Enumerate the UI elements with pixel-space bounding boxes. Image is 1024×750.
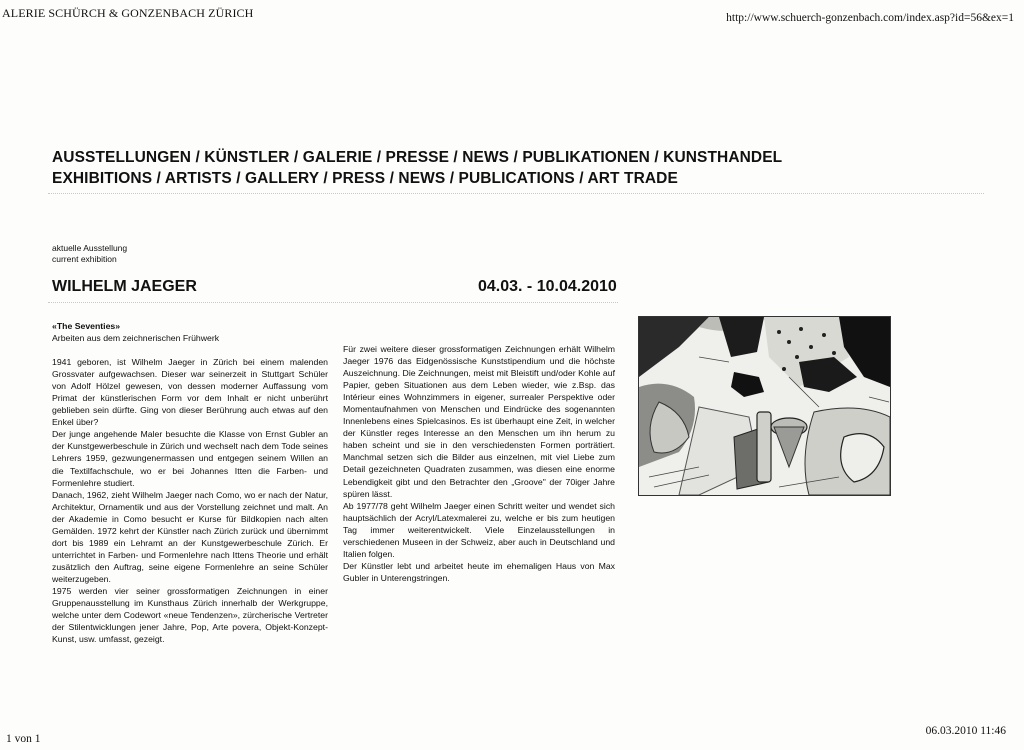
artist-name: WILHELM JAEGER bbox=[52, 278, 197, 295]
paragraph: 1941 geboren, ist Wilhelm Jaeger in Zürich bei einem malenden Grossvater aufgewachsen. Dieser war seinerzeit in Stuttgart Schüler von Adolf Hölzel gewesen, von dessen moderner Auffassung vom Primat der künstlerischen Form vor dem Inhalt er nicht unberührt geblieben sein dürfte. Ging von dieser Berührung auch etwas auf den Enkel über? bbox=[52, 357, 328, 428]
exhibition-title: «The Seventies» bbox=[52, 321, 121, 331]
artwork-drawing bbox=[639, 317, 890, 495]
artwork-image bbox=[638, 316, 891, 496]
print-header-title: ALERIE SCHÜRCH & GONZENBACH ZÜRICH bbox=[2, 6, 254, 20]
nav-english-menu[interactable]: EXHIBITIONS / ARTISTS / GALLERY / PRESS / NEWS / PUBLICATIONS / ART TRADE bbox=[52, 170, 678, 187]
label-english: current exhibition bbox=[52, 254, 117, 264]
label-german: aktuelle Ausstellung bbox=[52, 243, 128, 253]
text-column-left bbox=[52, 320, 328, 645]
current-exhibition-label bbox=[52, 243, 127, 265]
main-navigation bbox=[52, 147, 782, 189]
paragraph: 1975 werden vier seiner grossformatigen Zeichnungen in einer Gruppenausstellung im Kunsthaus Zürich innerhalb der Werkgruppe, welche unter dem Codewort «neue Tendenzen», zürcherische Vertreter der Stilentwicklungen jener Jahre, Pop, Arte povera, Objekt-Konzept-Kunst, usw. umfasst, gezeigt. bbox=[52, 585, 328, 645]
top-divider bbox=[48, 193, 984, 194]
spacer bbox=[52, 344, 328, 356]
print-header-url: http://www.schuerch-gonzenbach.com/index.asp?id=56&ex=1 bbox=[726, 12, 1014, 24]
paragraph: Danach, 1962, zieht Wilhelm Jaeger nach Como, wo er nach der Natur, Architektur, Ornamentik und aus der Vorstellung zeichnet und malt. An der Akademie in Como besucht er Kurse für Bildkopien nach alten Gemälden. 1972 kehrt der Künstler nach Zürich zurück und übernimmt dort bis 1989 ein Lehramt an der Kunstgewerbeschule Zürich. Er unterrichtet in Farben- und Formenlehre nach Ittens Theorie und erhält zusätzlich den Auftrag, seine eigene Formenlehre an seine Schüler weiterzugeben. bbox=[52, 489, 328, 584]
print-footer-page: 1 von 1 bbox=[6, 733, 41, 745]
print-footer-timestamp: 06.03.2010 11:46 bbox=[925, 725, 1006, 737]
paragraph: Für zwei weitere dieser grossformatigen Zeichnungen erhält Wilhelm Jaeger 1976 das Eidgenössische Kunststipendium und die höchste Auszeichnung. Die Zeichnungen, meist mit Bleistift und/oder Kohle auf Papier, geben Situationen aus dem Leben wieder, wie z.Bsp. das Intérieur eines Wohnzimmers in eigener, surrealer Perspektive oder Momentaufnahmen von Menschen und Eindrücke des sogenannten Innenlebens eines Spielcasinos. Es ist überhaupt eine Zeit, in welcher der Künstler reges Interesse an den Menschen um ihn herum zu haben scheint und sie in den verschiedensten Formen porträtiert. Manchmal setzen sich die Bilder aus einzelnen, mit viel Liebe zum Detail gezeichneten Quadraten zusammen, was diesen eine enorme Lebendigkeit gibt und den Betrachter den „Groove" der 70iger Jahre spüren lässt. bbox=[343, 344, 615, 499]
text-column-middle bbox=[343, 343, 615, 584]
exhibition-subtitle: Arbeiten aus dem zeichnerischen Frühwerk bbox=[52, 333, 220, 344]
paragraph: Der Künstler lebt und arbeitet heute im ehemaligen Haus von Max Gubler in Unterengstringen. bbox=[343, 560, 615, 583]
exhibition-dates: 04.03. - 10.04.2010 bbox=[478, 278, 617, 295]
paragraph: Ab 1977/78 geht Wilhelm Jaeger einen Schritt weiter und wendet sich hauptsächlich der Acryl/Latexmalerei zu, welche er bis zum heutigen Tag immer weiterentwickelt. Viele Einzelausstellungen in verschiedenen Museen in der Schweiz, aber auch in Deutschland und Italien folgen. bbox=[343, 500, 615, 559]
nav-german-menu[interactable]: AUSSTELLUNGEN / KÜNSTLER / GALERIE / PRESSE / NEWS / PUBLIKATIONEN / KUNSTHANDEL bbox=[52, 149, 783, 166]
title-divider bbox=[48, 302, 618, 303]
paragraph: Der junge angehende Maler besuchte die Klasse von Ernst Gubler an der Kunstgewerbeschule in Zürich und wechselt nach dem Tode seines Lehrers 1959, gezwungenermassen und entgegen seinem Willen an die Textilfachschule, wo er bei Johannes Itten die Farben- und Formenlehre studiert. bbox=[52, 429, 328, 488]
